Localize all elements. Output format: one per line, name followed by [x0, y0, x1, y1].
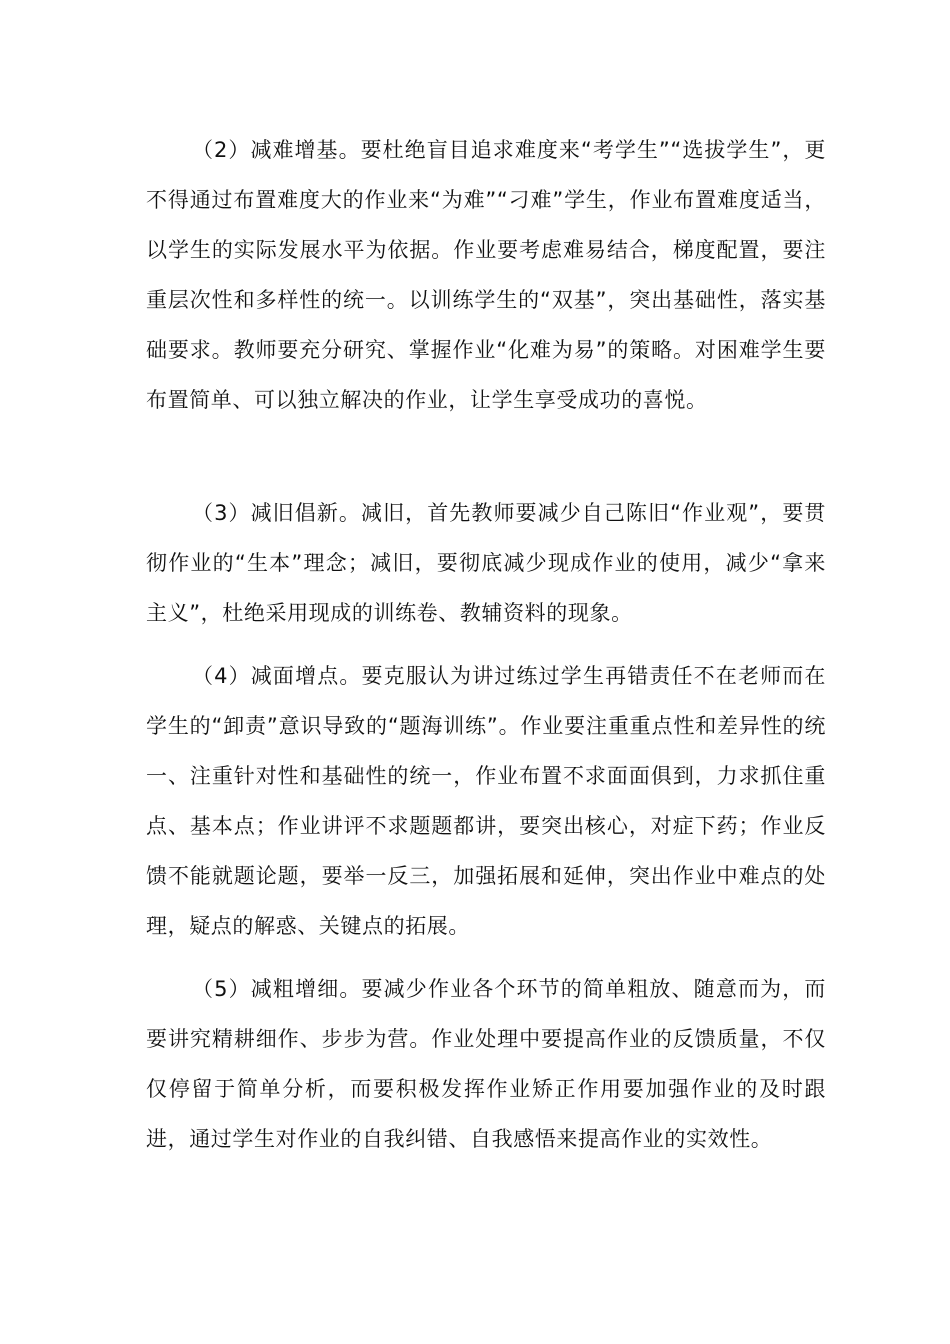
paragraph-reduce-difficulty: （2）减难增基。要杜绝盲目追求难度来“考学生”“选拔学生”，更不得通过布置难度大的作业来“为难”“刁难”学生，作业布置难度适当，以学生的实际发展水平为依据。作业要考虑难易结合，梯度配置，要注重层次性和多样性的统一。以训练学生的“双基”，突出基础性，落实基础要求。教师要充分研究、掌握作业“化难为易”的策略。对困难学生要布置简单、可以独立解决的作业，让学生享受成功的喜悦。 — [146, 138, 826, 412]
paragraph-reduce-old: （3）减旧倡新。减旧，首先教师要减少自己陈旧“作业观”，要贯彻作业的“生本”理念；减旧，要彻底减少现成作业的使用，减少“拿来主义”，杜绝采用现成的训练卷、教辅资料的现象。 — [146, 501, 826, 625]
paragraph-reduce-coarse: （5）减粗增细。要减少作业各个环节的简单粗放、随意而为，而要讲究精耕细作、步步为营。作业处理中要提高作业的反馈质量，不仅仅停留于简单分析，而要积极发挥作业矫正作用要加强作业的及时跟进，通过学生对作业的自我纠错、自我感悟来提高作业的实效性。 — [146, 977, 826, 1151]
paragraph-reduce-breadth: （4）减面增点。要克服认为讲过练过学生再错责任不在老师而在学生的“卸责”意识导致的“题海训练”。作业要注重重点性和差异性的统一、注重针对性和基础性的统一，作业布置不求面面俱到，力求抓住重点、基本点；作业讲评不求题题都讲，要突出核心，对症下药；作业反馈不能就题论题，要举一反三，加强拓展和延伸，突出作业中难点的处理，疑点的解惑、关键点的拓展。 — [146, 664, 826, 938]
